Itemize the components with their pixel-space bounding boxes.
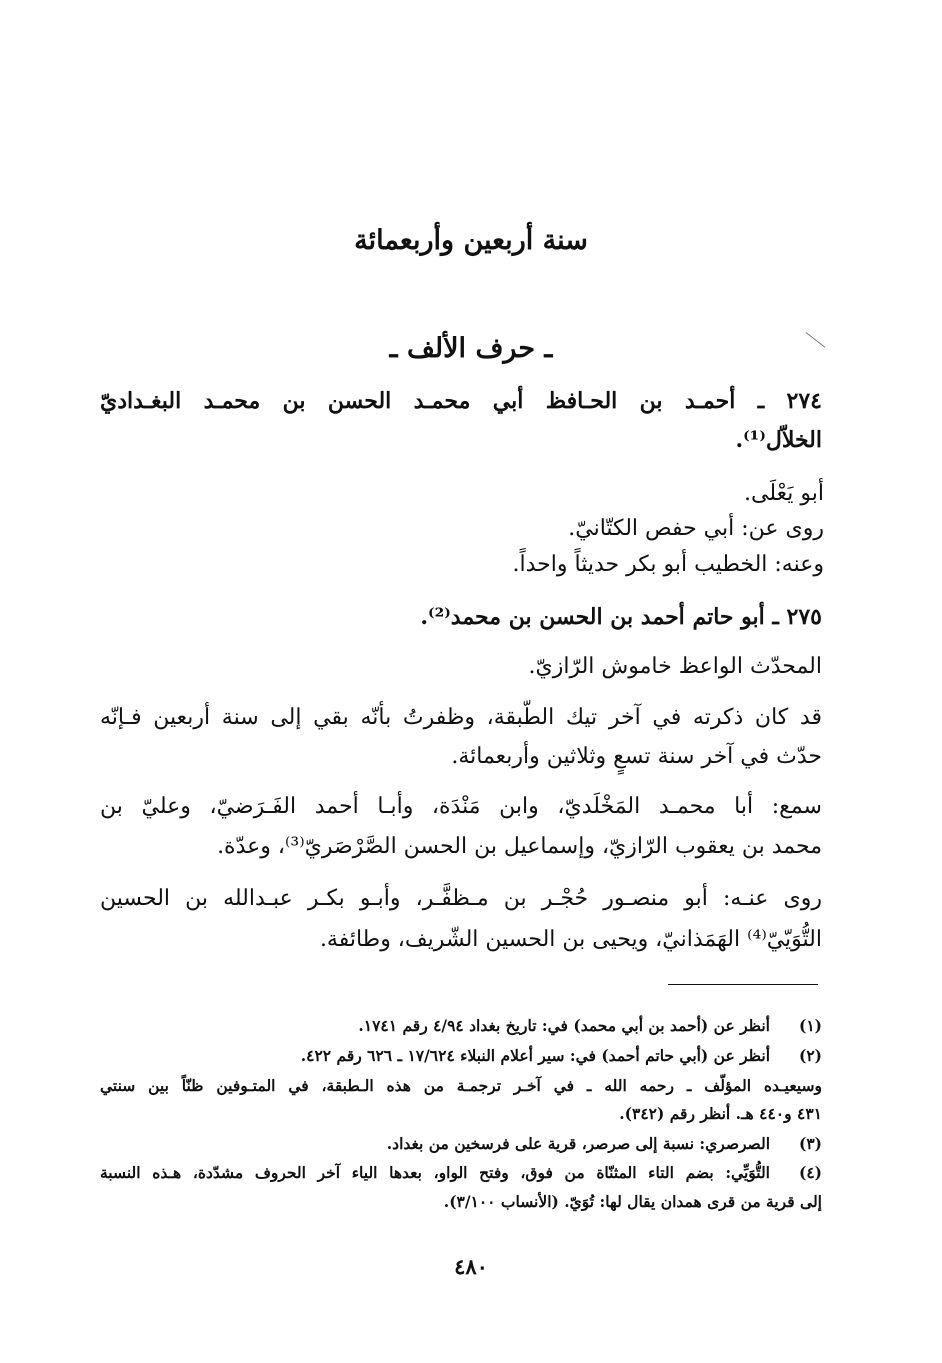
- entry-275-narrated-line1: روى عنـه: أبو منصـور حُجْـر بن مـظفَّـر، وأبـو بكـر عبـدالله بن الحسين: [100, 886, 822, 911]
- footnote-1: [100, 1014, 822, 1038]
- page-number: ٤٨٠: [454, 1254, 488, 1279]
- footnote-2-continuation-1: وسيعيـده المؤلّف ـ رحمه الله ـ في آخـر ترجمـة من هذه الـطبقة، في المتـوفين ظنّاً بين سنتي: [100, 1076, 822, 1095]
- footnote-4: [100, 1161, 822, 1185]
- section-heading: ـ حرف الألف ـ: [389, 333, 553, 364]
- footnote-4-continuation: إلى قرية من قرى همدان يقال لها: تُوَيّ. (الأنساب ٣/١٠٠).: [443, 1192, 822, 1211]
- entry-275-heard-line2: محمد بن يعقوب الرّازيّ، وإسماعيل بن الحسن الصَّرْصَريّ⁽³⁾، وعدّة.: [217, 834, 822, 859]
- entry-274-heading-line1: ٢٧٤ ـ أحمـد بن الحـافظ أبي محمـد الحسن بن محمـد البغـداديّ: [100, 388, 822, 414]
- footnote-number: (١): [798, 1016, 822, 1035]
- entry-274-heading-line2: الخلاّل⁽¹⁾.: [735, 427, 822, 453]
- entry-275-heading: ٢٧٥ ـ أبو حاتم أحمد بن الحسن بن محمد⁽²⁾.: [420, 604, 822, 630]
- footnote-text: أنظر عن (أحمد بن أبي محمد) في: تاريخ بغداد ٤/٩٤ رقم ١٧٤١.: [358, 1016, 770, 1035]
- footnote-separator: [668, 984, 818, 985]
- entry-274-narrators: وعنه: الخطيب أبو بكر حديثاً واحداً.: [512, 552, 824, 577]
- entry-274-narrated-from: روى عن: أبي حفص الكتّانيّ.: [568, 516, 824, 541]
- footnote-number: (٢): [798, 1046, 822, 1065]
- footnote-2: [100, 1044, 822, 1068]
- footnote-text: التُّوَيِّي: بضم التاء المثنّاة من فوق، وفتح الواو، بعدها الياء آخر الحروف مشدّدة، هـذه النسبة: [100, 1163, 770, 1182]
- entry-275-paragraph-line1: قد كان ذكرته في آخر تيك الطّبقة، وظفرتُ بأنّه بقي إلى سنة أربعين فـإنّه: [100, 705, 822, 730]
- footnote-text: أنظر عن (أبي حاتم أحمد) في: سير أعلام النبلاء ١٧/٦٢٤ ـ ٦٢٦ رقم ٤٢٢.: [300, 1046, 770, 1065]
- entry-274-kunya: أبو يَعْلَى.: [744, 481, 824, 506]
- page-title: سنة أربعين وأربعمائة: [354, 225, 588, 256]
- footnote-number: (٤): [798, 1163, 822, 1182]
- footnote-text: الصرصري: نسبة إلى صرصر، قرية على فرسخين من بغداد.: [386, 1134, 770, 1153]
- entry-275-epithet: المحدّث الواعظ خاموش الرّازيّ.: [528, 654, 822, 679]
- entry-275-heard-line1: سمع: أبا محمـد المَخْلَديّ، وابن مَنْدَة، وأبـا أحمد الفَـرَضيّ، وعليّ بن: [100, 794, 822, 819]
- entry-275-narrated-line2: التُّوَيّيّ⁽⁴⁾ الهَمَذانيّ، ويحيى بن الحسين الشّريف، وطائفة.: [319, 927, 822, 952]
- footnote-3: [100, 1132, 822, 1156]
- entry-275-paragraph-line2: حدّث في آخر سنة تسعٍ وثلاثين وأربعمائة.: [451, 744, 822, 769]
- footnote-number: (٣): [798, 1134, 822, 1153]
- footnote-2-continuation-2: ٤٣١ و٤٤٠ هـ. أنظر رقم (٣٤٢).: [619, 1104, 822, 1123]
